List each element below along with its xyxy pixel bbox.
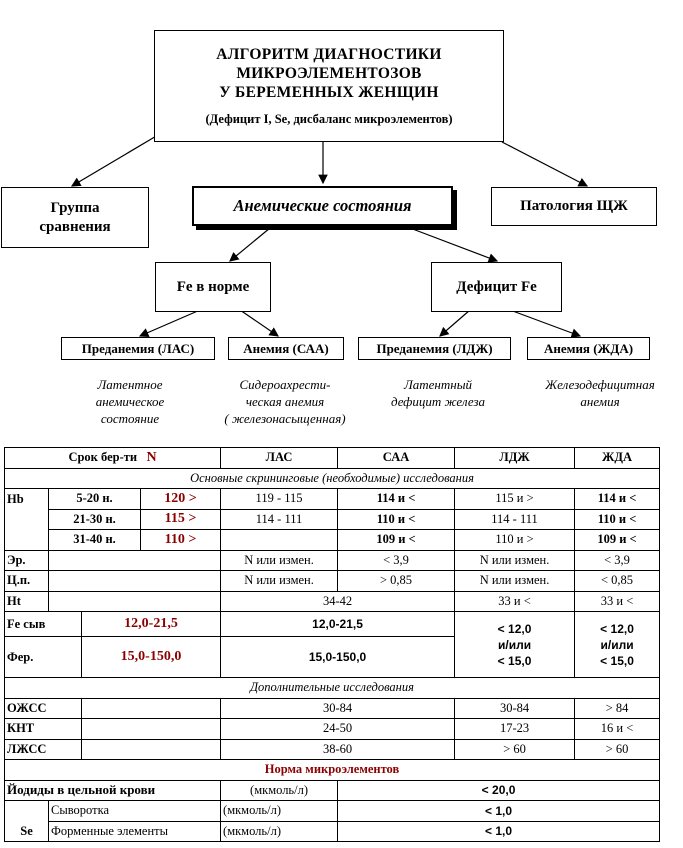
cp-row (5, 571, 660, 592)
hb-label: Hb (5, 489, 49, 551)
se-label: Se (5, 801, 49, 842)
hb-ldzh: 110 и > (455, 530, 575, 551)
cp-zhda: < 0,85 (575, 571, 660, 592)
hb-saa: 110 и < (338, 509, 455, 530)
cp-norm-empty (49, 571, 221, 592)
er-saa: < 3,9 (338, 550, 455, 571)
cp-label: Ц.п. (5, 571, 49, 592)
se-unit: (мкмоль/л) (221, 821, 338, 842)
hb-norm: 120 > (141, 489, 221, 510)
fe-fer-ldzh-1: < 12,0 (497, 621, 532, 636)
iodine-label: Йодиды в цельной крови (5, 780, 221, 801)
er-ldzh: N или измен. (455, 550, 575, 571)
hb-saa: 114 и < (338, 489, 455, 510)
ldzhss-row (5, 739, 660, 760)
caption-ldzh (368, 376, 508, 410)
preanemia-ldzh-box (358, 337, 511, 360)
er-label: Эр. (5, 550, 49, 571)
section-screening: Основные скрининговые (необходимые) исследования (5, 468, 660, 489)
fe-norm: 12,0-21,5 (82, 612, 221, 637)
ht-las-saa: 34-42 (221, 591, 455, 612)
se-row-1 (5, 801, 660, 822)
ldzhss-label: ЛЖСС (5, 739, 82, 760)
iodine-unit: (мкмоль/л) (221, 780, 338, 801)
section-row (5, 468, 660, 489)
fe-deficit-box (431, 262, 562, 312)
thyroid-pathology-label: Патология ЩЖ (520, 198, 628, 214)
hb-ldzh: 115 и > (455, 489, 575, 510)
fer-las-saa: 15,0-150,0 (221, 637, 455, 678)
hb-las (221, 530, 338, 551)
ldzhss-norm-empty (82, 739, 221, 760)
section-row (5, 678, 660, 699)
section-row (5, 760, 660, 781)
hb-term: 31-40 н. (49, 530, 141, 551)
header-ldzh: ЛДЖ (455, 448, 575, 469)
knt-las-saa: 24-50 (221, 719, 455, 740)
preanemia-las-box (61, 337, 215, 360)
anemic-states-label: Анемические состояния (233, 196, 412, 215)
thyroid-pathology-box (491, 187, 657, 226)
knt-ldzh: 17-23 (455, 719, 575, 740)
hb-saa: 109 и < (338, 530, 455, 551)
iodine-value: < 20,0 (338, 780, 660, 801)
ozhss-norm-empty (82, 698, 221, 719)
hb-ldzh: 114 - 111 (455, 509, 575, 530)
fe-las-saa: 12,0-21,5 (221, 612, 455, 637)
hb-zhda: 114 и < (575, 489, 660, 510)
ht-label: Ht (5, 591, 49, 612)
header-term-cell (5, 448, 221, 469)
preanemia-ldzh-label: Преданемия (ЛДЖ) (376, 340, 493, 356)
header-n: N (146, 449, 157, 465)
fe-fer-zhda-3: < 15,0 (600, 653, 634, 668)
hb-zhda: 110 и < (575, 509, 660, 530)
hb-row-1 (5, 489, 660, 510)
hb-term: 5-20 н. (49, 489, 141, 510)
caption-zhda (518, 376, 682, 410)
fe-fer-ldzh-3: < 15,0 (497, 653, 532, 668)
hb-las: 119 - 115 (221, 489, 338, 510)
knt-norm-empty (82, 719, 221, 740)
fe-label: Fe сыв (5, 612, 82, 637)
ht-ldzh: 33 и < (455, 591, 575, 612)
preanemia-las-label: Преданемия (ЛАС) (81, 340, 195, 356)
caption-ldzh-2: дефицит железа (390, 394, 486, 409)
table-header-row (5, 448, 660, 469)
anemia-saa-label: Анемия (САА) (243, 340, 329, 356)
er-norm-empty (49, 550, 221, 571)
anemic-states-box (192, 186, 453, 226)
caption-saa (200, 376, 370, 427)
hb-term: 21-30 н. (49, 509, 141, 530)
header-las: ЛАС (221, 448, 338, 469)
ldzhss-las-saa: 38-60 (221, 739, 455, 760)
diagram-title-box (154, 30, 504, 142)
caption-saa-3: ( железонасыщенная) (224, 411, 346, 426)
fe-normal-box (155, 262, 271, 312)
ozhss-zhda: > 84 (575, 698, 660, 719)
knt-zhda: 16 и < (575, 719, 660, 740)
fer-label: Фер. (5, 637, 82, 678)
caption-saa-2: ческая анемия (245, 394, 325, 409)
ldzhss-zhda: > 60 (575, 739, 660, 760)
ht-norm-empty (49, 591, 221, 612)
er-zhda: < 3,9 (575, 550, 660, 571)
caption-ldzh-1: Латентный (403, 377, 473, 392)
section-microelements: Норма микроэлементов (5, 760, 660, 781)
se-value: < 1,0 (338, 821, 660, 842)
section-additional: Дополнительные исследования (5, 678, 660, 699)
se-name: Сыворотка (49, 801, 221, 822)
anemia-saa-box (228, 337, 344, 360)
caption-las-1: Латентное (97, 377, 163, 392)
fe-fer-zhda-2: и/или (600, 637, 634, 652)
header-zhda: ЖДА (575, 448, 660, 469)
ozhss-ldzh: 30-84 (455, 698, 575, 719)
ozhss-row (5, 698, 660, 719)
fe-fer-ldzh-2: и/или (497, 637, 532, 652)
caption-las (68, 376, 192, 427)
ht-row (5, 591, 660, 612)
fe-row (5, 612, 660, 637)
ht-zhda: 33 и < (575, 591, 660, 612)
ozhss-las-saa: 30-84 (221, 698, 455, 719)
comparison-line-1: Группа (50, 199, 100, 216)
hb-las: 114 - 111 (221, 509, 338, 530)
caption-las-2: анемическое (95, 394, 165, 409)
cp-ldzh: N или измен. (455, 571, 575, 592)
fe-fer-zhda-1: < 12,0 (600, 621, 634, 636)
caption-zhda-1: Железодефицитная (545, 377, 655, 392)
se-row-2 (5, 821, 660, 842)
fer-norm: 15,0-150,0 (82, 637, 221, 678)
hb-row-3 (5, 530, 660, 551)
ozhss-label: ОЖСС (5, 698, 82, 719)
cp-las: N или измен. (221, 571, 338, 592)
title-line-1: АЛГОРИТМ ДИАГНОСТИКИ (216, 46, 442, 63)
fe-fer-zhda (575, 612, 660, 678)
ldzhss-ldzh: > 60 (455, 739, 575, 760)
title-line-3: У БЕРЕМЕННЫХ ЖЕНЩИН (219, 84, 439, 101)
knt-label: КНТ (5, 719, 82, 740)
anemia-zhda-label: Анемия (ЖДА) (543, 340, 634, 356)
hb-norm: 110 > (141, 530, 221, 551)
knt-row (5, 719, 660, 740)
fe-normal-label: Fe в норме (176, 278, 250, 295)
er-row (5, 550, 660, 571)
header-term: Срок бер-ти (68, 449, 138, 464)
cp-saa: > 0,85 (338, 571, 455, 592)
header-saa: САА (338, 448, 455, 469)
hb-zhda: 109 и < (575, 530, 660, 551)
anemia-zhda-box (527, 337, 650, 360)
se-unit: (мкмоль/л) (221, 801, 338, 822)
comparison-line-2: сравнения (39, 218, 111, 235)
caption-zhda-2: анемия (580, 394, 620, 409)
caption-las-3: состояние (100, 411, 160, 426)
diagnostics-table (4, 447, 660, 842)
iodine-row (5, 780, 660, 801)
comparison-group-box (1, 187, 149, 248)
se-value: < 1,0 (338, 801, 660, 822)
er-las: N или измен. (221, 550, 338, 571)
fe-deficit-label: Дефицит Fe (456, 278, 537, 295)
title-subtitle: (Дефицит I, Se, дисбаланс микроэлементов) (205, 112, 453, 126)
hb-norm: 115 > (141, 509, 221, 530)
hb-row-2 (5, 509, 660, 530)
caption-saa-1: Сидероахрести- (239, 377, 331, 392)
se-name: Форменные элементы (49, 821, 221, 842)
title-line-2: МИКРОЭЛЕМЕНТОЗОВ (236, 65, 422, 82)
fe-fer-ldzh (455, 612, 575, 678)
